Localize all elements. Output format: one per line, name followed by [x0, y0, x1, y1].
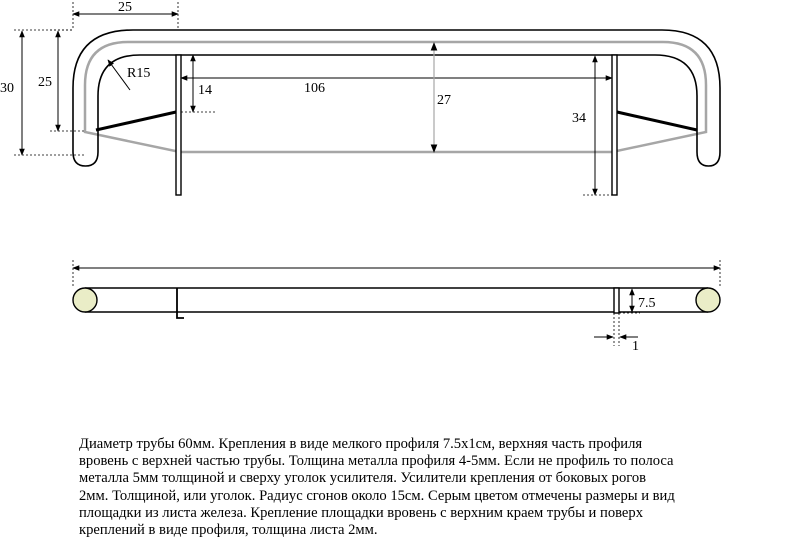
- dim-width-top-label: 25: [118, 0, 132, 15]
- tube-inner-edge: [98, 55, 697, 152]
- tube-end-right: [697, 152, 720, 166]
- note-line: креплений в виде профиля, толщина листа 2мм.: [79, 522, 378, 539]
- dim-profile-width-label: 1: [632, 339, 639, 354]
- tube-end-left-circle: [73, 288, 97, 312]
- dim-height-inner-label: 25: [38, 75, 52, 90]
- bracket-side-right: [614, 288, 619, 313]
- tube-end-left: [73, 152, 98, 166]
- note-line: 2мм. Толщиной, или уголок. Радиус сгонов около 15см. Серым цветом отмечены размеры и вид: [79, 487, 675, 504]
- tube-outer-edge: [73, 30, 720, 152]
- strut-right: [617, 112, 697, 130]
- bracket-side-left: [177, 288, 184, 318]
- bracket-right: [612, 55, 617, 195]
- side-view: [73, 260, 720, 354]
- dim-profile-height-label: 7.5: [638, 296, 656, 311]
- description-note: [79, 436, 800, 539]
- top-view: [0, 0, 720, 195]
- strut-left: [96, 112, 176, 130]
- note-line: Диаметр трубы 60мм. Крепления в виде мелкого профиля 7.5х1см, верхняя часть профиля: [79, 436, 643, 452]
- note-line: вровень с верхней частью трубы. Толщина металла профиля 4-5мм. Если не профиль то полоса: [79, 453, 674, 470]
- dim-height-outer-label: 30: [0, 81, 14, 96]
- tube-end-right-circle: [696, 288, 720, 312]
- note-line: металла 5мм толщиной и сверху уголок усилителя. Усилители крепления от боковых рогов: [79, 470, 647, 487]
- dim-bracket-offset-label: 14: [198, 83, 212, 98]
- dim-depth-label: 27: [437, 93, 451, 108]
- dim-radius-label: R15: [127, 66, 151, 81]
- bracket-left: [176, 55, 181, 195]
- note-line: площадки из листа железа. Крепление площадки вровень с верхним краем трубы и поверх: [79, 504, 643, 521]
- dim-span-label: 106: [304, 81, 325, 96]
- dim-bracket-height-label: 34: [572, 111, 586, 126]
